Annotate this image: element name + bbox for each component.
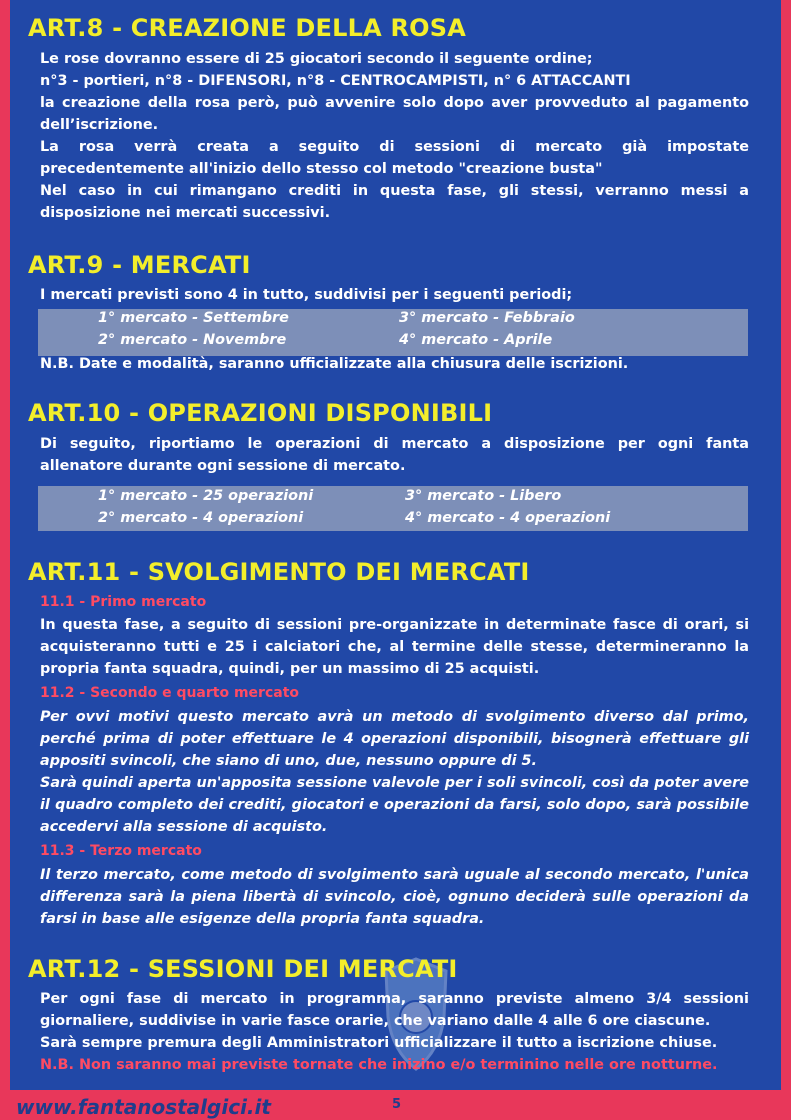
table-cell: 2° mercato - Novembre (98, 332, 287, 348)
text-line: la creazione della rosa però, può avvenire solo dopo aver provveduto al pagamento (40, 95, 749, 111)
table-cell: 2° mercato - 4 operazioni (98, 510, 304, 526)
art11-2-heading: 11.2 - Secondo e quarto mercato (40, 685, 300, 701)
art9-note (40, 353, 749, 375)
text-line: Sarà quindi aperta un'apposita sessione valevole per i soli svincoli, così da poter avere (40, 775, 749, 791)
art10-title: ART.10 - OPERAZIONI DISPONIBILI (28, 399, 493, 427)
table-cell: 4° mercato - Aprile (399, 332, 553, 348)
text-line: allenatore durante ogni sessione di mercato. (40, 458, 406, 474)
text-line: Per ovvi motivi questo mercato avrà un metodo di svolgimento diverso dal primo, (40, 709, 749, 725)
art12-body (40, 988, 749, 1076)
art12-title: ART.12 - SESSIONI DEI MERCATI (28, 955, 458, 983)
text-line: precedentemente all'inizio dello stesso col metodo "creazione busta" (40, 161, 603, 177)
text-line: Di seguito, riportiamo le operazioni di mercato a disposizione per ogni fanta (40, 436, 749, 452)
text-line: Sarà sempre premura degli Amministratori ufficializzare il tutto a iscrizione chiuse. (40, 1035, 718, 1051)
text-line: acquisteranno tutti e 25 i calciatori che, al termine delle stesse, determineranno la (40, 639, 749, 655)
art8-title: ART.8 - CREAZIONE DELLA ROSA (28, 14, 466, 42)
footer-website-link[interactable]: www.fantanostalgici.it (16, 1095, 271, 1119)
table-cell: 1° mercato - 25 operazioni (98, 488, 314, 504)
art11-title: ART.11 - SVOLGIMENTO DEI MERCATI (28, 558, 530, 586)
text-line: Il terzo mercato, come metodo di svolgimento sarà uguale al secondo mercato, l'unica (40, 867, 749, 883)
art11-2-body (40, 706, 749, 838)
page-number: 5 (392, 1097, 402, 1112)
art11-3-body (40, 864, 749, 930)
text-line: farsi in base alle esigenze della propria fanta squadra. (40, 911, 485, 927)
text-line: propria fanta squadra, quindi, per un massimo di 25 acquisti. (40, 661, 540, 677)
text-line: N.B. Non saranno mai previste tornate che inizino e/o terminino nelle ore notturne. (40, 1057, 718, 1073)
art8-body (40, 48, 749, 224)
art11-1-heading: 11.1 - Primo mercato (40, 594, 207, 610)
text-line: il quadro completo dei crediti, giocatori e operazioni da farsi, solo dopo, sarà possibile (40, 797, 749, 813)
markets-periods-table (38, 309, 748, 356)
art9-title: ART.9 - MERCATI (28, 251, 251, 279)
text-line: disposizione nei mercati successivi. (40, 205, 331, 221)
table-cell: 4° mercato - 4 operazioni (405, 510, 611, 526)
text-line: dell’iscrizione. (40, 117, 159, 133)
text-line: La rosa verrà creata a seguito di sessioni di mercato già impostate (40, 139, 749, 155)
art10-body (40, 433, 749, 477)
operations-table (38, 486, 748, 531)
table-cell: 1° mercato - Settembre (98, 310, 289, 326)
text-line: giornaliere, suddivise in varie fasce orarie, che variano dalle 4 alle 6 ore ciascune. (40, 1013, 711, 1029)
text-line: Le rose dovranno essere di 25 giocatori secondo il seguente ordine; (40, 51, 593, 67)
art11-1-body (40, 614, 749, 680)
text-line: Nel caso in cui rimangano crediti in questa fase, gli stessi, verranno messi a (40, 183, 749, 199)
text-line: accedervi alla sessione di acquisto. (40, 819, 328, 835)
table-cell: 3° mercato - Febbraio (399, 310, 575, 326)
text-line: appositi svincoli, che siano di uno, due, nessuno oppure di 5. (40, 753, 538, 769)
text-line: Per ogni fase di mercato in programma, saranno previste almeno 3/4 sessioni (40, 991, 749, 1007)
text-line: perché prima di poter effettuare le 4 operazioni disponibili, bisognerà effettuare gli (40, 731, 749, 747)
text-line: N.B. Date e modalità, saranno ufficializzate alla chiusura delle iscrizioni. (40, 356, 629, 372)
text-line: In questa fase, a seguito di sessioni pre-organizzate in determinate fasce di orari, si (40, 617, 749, 633)
text-line: differenza sarà la piena libertà di svincolo, cioè, ognuno deciderà sulle operazioni da (40, 889, 749, 905)
art9-intro (40, 284, 749, 306)
text-line: n°3 - portieri, n°8 - DIFENSORI, n°8 - CENTROCAMPISTI, n° 6 ATTACCANTI (40, 73, 631, 89)
art11-3-heading: 11.3 - Terzo mercato (40, 843, 202, 859)
table-cell: 3° mercato - Libero (405, 488, 562, 504)
text-line: I mercati previsti sono 4 in tutto, suddivisi per i seguenti periodi; (40, 287, 573, 303)
